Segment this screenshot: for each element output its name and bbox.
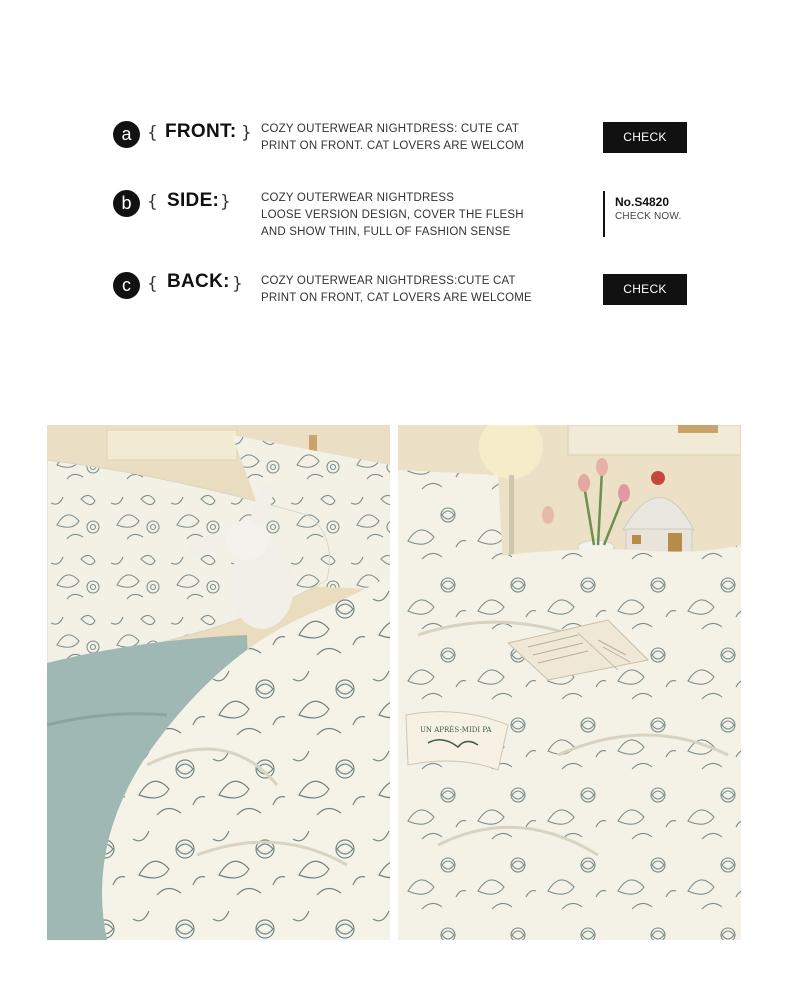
feature-row-back (0, 271, 790, 331)
badge-b: b (113, 190, 140, 217)
sku-check-now-link[interactable]: CHECK NOW. (615, 211, 682, 222)
front-check-button[interactable]: CHECK (603, 122, 687, 153)
close-brace: } (241, 123, 252, 143)
front-label: FRONT: (165, 121, 237, 142)
close-brace: } (232, 274, 243, 294)
bedding-photo-right (398, 425, 741, 940)
close-brace: } (220, 192, 231, 212)
side-desc-line-2: LOOSE VERSION DESIGN, COVER THE FLESH (261, 209, 524, 221)
side-desc-line-3: AND SHOW THIN, FULL OF FASHION SENSE (261, 226, 511, 238)
open-brace: { (147, 274, 158, 294)
front-desc-line-2: PRINT ON FRONT. CAT LOVERS ARE WELCOM (261, 140, 524, 152)
bedding-photo-right-image (398, 425, 741, 940)
bedding-photo-left-image (47, 425, 390, 940)
side-desc-line-1: COZY OUTERWEAR NIGHTDRESS (261, 192, 455, 204)
bedding-photo-left (47, 425, 390, 940)
side-label: SIDE: (167, 190, 220, 211)
badge-a: a (113, 121, 140, 148)
open-brace: { (147, 192, 158, 212)
sku-block[interactable] (603, 191, 681, 237)
side-description (261, 190, 524, 241)
badge-c: c (113, 272, 140, 299)
back-desc-line-1: COZY OUTERWEAR NIGHTDRESS:CUTE CAT (261, 275, 516, 287)
book-cover-text: UN APRÈS-MIDI PA (420, 726, 492, 734)
front-desc-line-1: COZY OUTERWEAR NIGHTDRESS: CUTE CAT (261, 123, 520, 135)
open-brace: { (147, 123, 158, 143)
back-check-button[interactable]: CHECK (603, 274, 687, 305)
back-label: BACK: (167, 271, 230, 292)
feature-row-front (0, 118, 790, 178)
sku-number: No.S4820 (615, 195, 670, 209)
back-desc-line-2: PRINT ON FRONT, CAT LOVERS ARE WELCOME (261, 292, 532, 304)
back-description (261, 273, 532, 307)
front-description (261, 121, 524, 155)
